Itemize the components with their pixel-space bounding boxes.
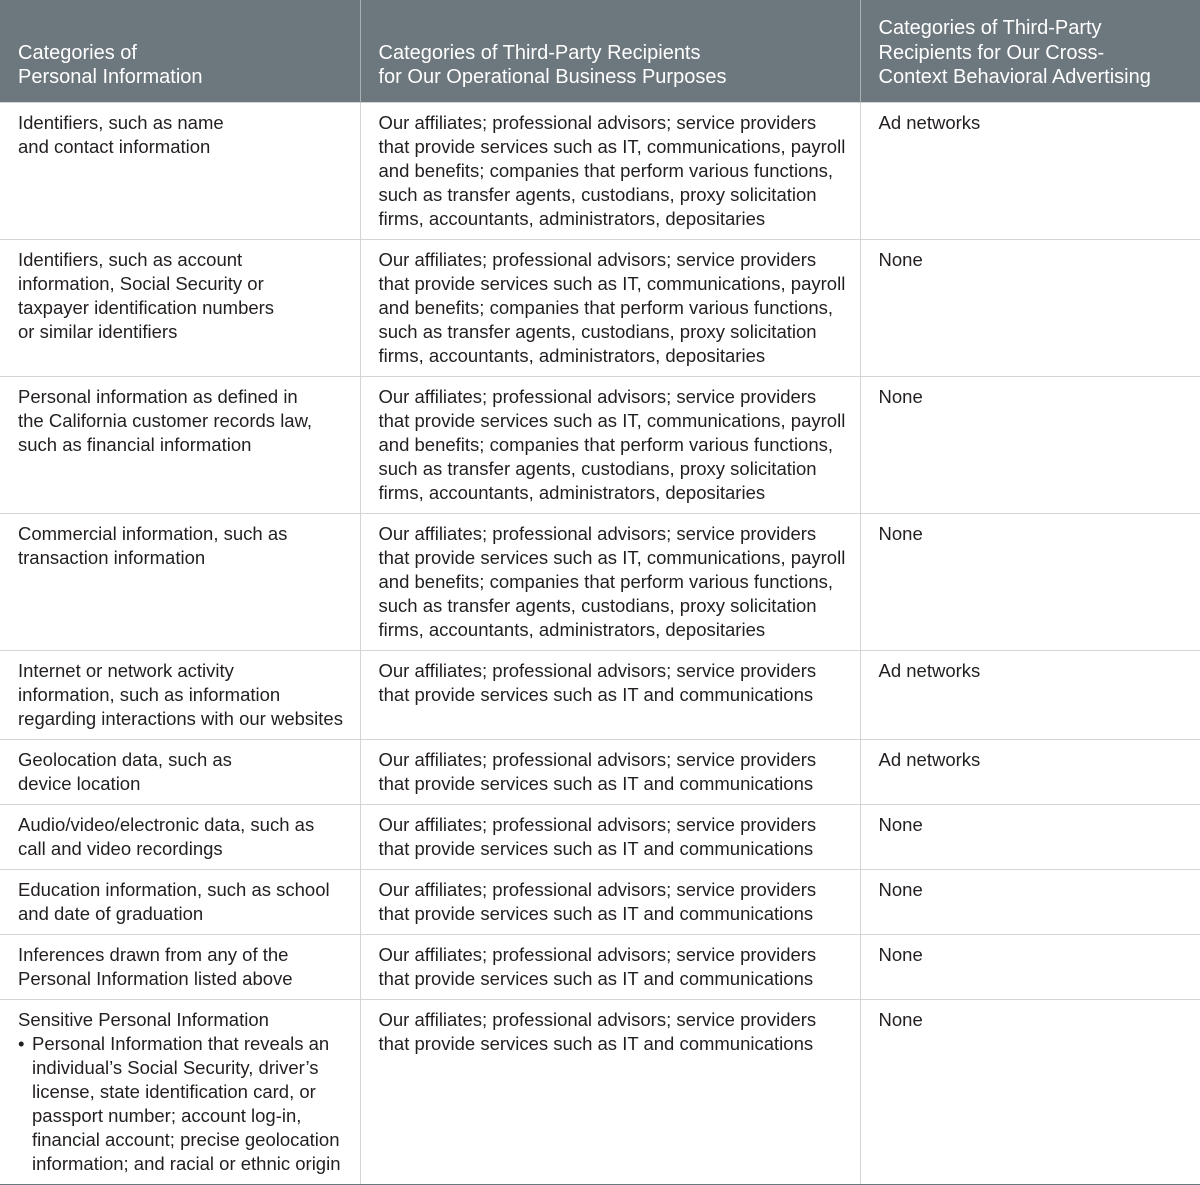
recipients-line: such as transfer agents, custodians, proxy solicitation	[378, 457, 817, 479]
recipients-line: such as transfer agents, custodians, proxy solicitation	[378, 183, 817, 205]
recipients-line: firms, accountants, administrators, depositaries	[378, 344, 766, 366]
header-line: Categories of Third-Party Recipients	[378, 41, 701, 64]
category-description: such as	[245, 813, 315, 835]
table-row	[0, 999, 1200, 1184]
table-body	[0, 102, 1200, 1184]
operational-recipients-cell	[360, 102, 860, 239]
category-description: such as account	[103, 248, 243, 270]
category-description: drawn from any of the	[104, 943, 289, 965]
advertising-recipients: None	[878, 385, 923, 407]
operational-recipients-cell	[360, 650, 860, 739]
recipients-line: firms, accountants, administrators, depositaries	[378, 618, 766, 640]
advertising-recipients-cell	[860, 869, 1200, 934]
recipients-line: Our affiliates; professional advisors; service providers	[378, 748, 817, 770]
advertising-recipients: Ad networks	[878, 111, 981, 133]
header-line: Personal Information	[18, 66, 203, 88]
advertising-recipients: None	[878, 813, 923, 835]
recipients-line: such as transfer agents, custodians, proxy solicitation	[378, 320, 817, 342]
table-row	[0, 513, 1200, 650]
header-line: Categories of	[18, 41, 137, 64]
header-line: Recipients for Our Cross-	[878, 41, 1105, 64]
category-description: call and video recordings	[18, 837, 223, 859]
bullet-line: information; and racial or ethnic origin	[32, 1152, 341, 1174]
category-term: information,	[18, 683, 115, 705]
category-cell	[0, 376, 360, 513]
sensitive-info-bullet	[18, 1032, 348, 1176]
category-description: such as name	[103, 111, 224, 133]
recipients-line: Our affiliates; professional advisors; service providers	[378, 111, 817, 133]
operational-recipients-cell	[360, 804, 860, 869]
category-description: or similar identifiers	[18, 320, 178, 342]
category-term: the California customer records law,	[18, 409, 313, 431]
category-description: such as school	[202, 878, 330, 900]
category-description: and contact information	[18, 135, 211, 157]
table-header	[0, 0, 1200, 102]
header-line: for Our Operational Business Purposes	[378, 66, 727, 88]
table-row	[0, 376, 1200, 513]
recipients-line: Our affiliates; professional advisors; service providers	[378, 878, 817, 900]
advertising-recipients-cell	[860, 650, 1200, 739]
operational-recipients-cell	[360, 934, 860, 999]
advertising-recipients: None	[878, 943, 923, 965]
table-row	[0, 869, 1200, 934]
recipients-line: that provide services such as IT and communications	[378, 967, 814, 989]
recipients-line: firms, accountants, administrators, depositaries	[378, 481, 766, 503]
recipients-line: Our affiliates; professional advisors; service providers	[378, 522, 817, 544]
bullet-line: Personal Information that reveals an	[32, 1032, 330, 1054]
category-term: Identifiers,	[18, 111, 104, 133]
operational-recipients-cell	[360, 239, 860, 376]
recipients-line: that provide services such as IT and communications	[378, 902, 814, 924]
recipients-line: Our affiliates; professional advisors; service providers	[378, 943, 817, 965]
recipients-line: that provide services such as IT, communications, payroll	[378, 546, 846, 568]
recipients-line: Our affiliates; professional advisors; service providers	[378, 248, 817, 270]
category-cell	[0, 513, 360, 650]
recipients-line: firms, accountants, administrators, depositaries	[378, 207, 766, 229]
advertising-recipients-cell	[860, 999, 1200, 1184]
category-term: Sensitive Personal Information	[18, 1008, 269, 1030]
category-description: regarding interactions with our websites	[18, 707, 343, 729]
recipients-line: that provide services such as IT and communications	[378, 772, 814, 794]
operational-recipients-cell	[360, 869, 860, 934]
bullet-mark: •	[18, 1032, 25, 1054]
category-cell	[0, 999, 360, 1184]
recipients-line: Our affiliates; professional advisors; service providers	[378, 385, 817, 407]
table-row	[0, 239, 1200, 376]
category-term: Personal information as defined in	[18, 385, 298, 407]
operational-recipients-cell	[360, 513, 860, 650]
advertising-recipients: Ad networks	[878, 748, 981, 770]
category-term: Geolocation data,	[18, 748, 164, 770]
advertising-recipients-cell	[860, 934, 1200, 999]
recipients-line: that provide services such as IT and communications	[378, 683, 814, 705]
advertising-recipients-cell	[860, 804, 1200, 869]
category-cell	[0, 102, 360, 239]
category-description: such as information	[114, 683, 281, 705]
operational-recipients-cell	[360, 739, 860, 804]
advertising-recipients-cell	[860, 376, 1200, 513]
recipients-line: that provide services such as IT, communications, payroll	[378, 409, 846, 431]
advertising-recipients: None	[878, 878, 923, 900]
category-description: and date of graduation	[18, 902, 204, 924]
advertising-recipients: None	[878, 1008, 923, 1030]
recipients-line: and benefits; companies that perform various functions,	[378, 159, 834, 181]
category-cell	[0, 804, 360, 869]
bullet-text	[32, 1032, 341, 1176]
operational-recipients-cell	[360, 376, 860, 513]
recipients-line: such as transfer agents, custodians, proxy solicitation	[378, 594, 817, 616]
advertising-recipients-cell	[860, 239, 1200, 376]
recipients-line: that provide services such as IT and communications	[378, 837, 814, 859]
recipients-line: Our affiliates; professional advisors; service providers	[378, 1008, 817, 1030]
header-operational-recipients	[360, 0, 860, 102]
recipients-line: Our affiliates; professional advisors; service providers	[378, 659, 817, 681]
advertising-recipients-cell	[860, 739, 1200, 804]
category-term: Identifiers,	[18, 248, 104, 270]
category-description: transaction information	[18, 546, 206, 568]
header-line: Categories of Third-Party	[878, 17, 1102, 39]
table-row	[0, 650, 1200, 739]
category-term: Inferences	[18, 943, 105, 965]
operational-recipients-cell	[360, 999, 860, 1184]
table-row	[0, 804, 1200, 869]
bullet-line: license, state identification card, or	[32, 1080, 316, 1102]
category-term: Education information,	[18, 878, 203, 900]
bullet-line: passport number; account log-in,	[32, 1104, 302, 1126]
advertising-recipients-cell	[860, 513, 1200, 650]
category-description: such as	[218, 522, 288, 544]
category-description: device location	[18, 772, 141, 794]
category-cell	[0, 739, 360, 804]
recipients-line: that provide services such as IT, communications, payroll	[378, 135, 846, 157]
category-description: Personal Information listed above	[18, 967, 293, 989]
advertising-recipients: None	[878, 522, 923, 544]
recipients-line: that provide services such as IT, communications, payroll	[378, 272, 846, 294]
table-row	[0, 934, 1200, 999]
category-description: such as financial information	[18, 433, 252, 455]
recipients-line: Our affiliates; professional advisors; service providers	[378, 813, 817, 835]
advertising-recipients-cell	[860, 102, 1200, 239]
bullet-line: financial account; precise geolocation	[32, 1128, 340, 1150]
advertising-recipients: Ad networks	[878, 659, 981, 681]
table-row	[0, 739, 1200, 804]
category-term: Commercial information,	[18, 522, 219, 544]
header-row	[0, 0, 1200, 102]
category-description: taxpayer identification numbers	[18, 296, 275, 318]
advertising-recipients: None	[878, 248, 923, 270]
category-description: information, Social Security or	[18, 272, 264, 294]
category-cell	[0, 869, 360, 934]
header-advertising-recipients	[860, 0, 1200, 102]
recipients-line: and benefits; companies that perform various functions,	[378, 433, 834, 455]
recipients-line: and benefits; companies that perform various functions,	[378, 296, 834, 318]
category-cell	[0, 650, 360, 739]
recipients-line: and benefits; companies that perform various functions,	[378, 570, 834, 592]
header-line: Context Behavioral Advertising	[878, 66, 1151, 88]
category-description: such as	[163, 748, 232, 770]
table-row	[0, 102, 1200, 239]
category-term: Internet or network activity	[18, 659, 234, 681]
recipients-line: that provide services such as IT and communications	[378, 1032, 814, 1054]
header-personal-information	[0, 0, 360, 102]
bullet-line: individual’s Social Security, driver’s	[32, 1056, 319, 1078]
category-cell	[0, 934, 360, 999]
category-cell	[0, 239, 360, 376]
category-term: Audio/video/electronic data,	[18, 813, 246, 835]
